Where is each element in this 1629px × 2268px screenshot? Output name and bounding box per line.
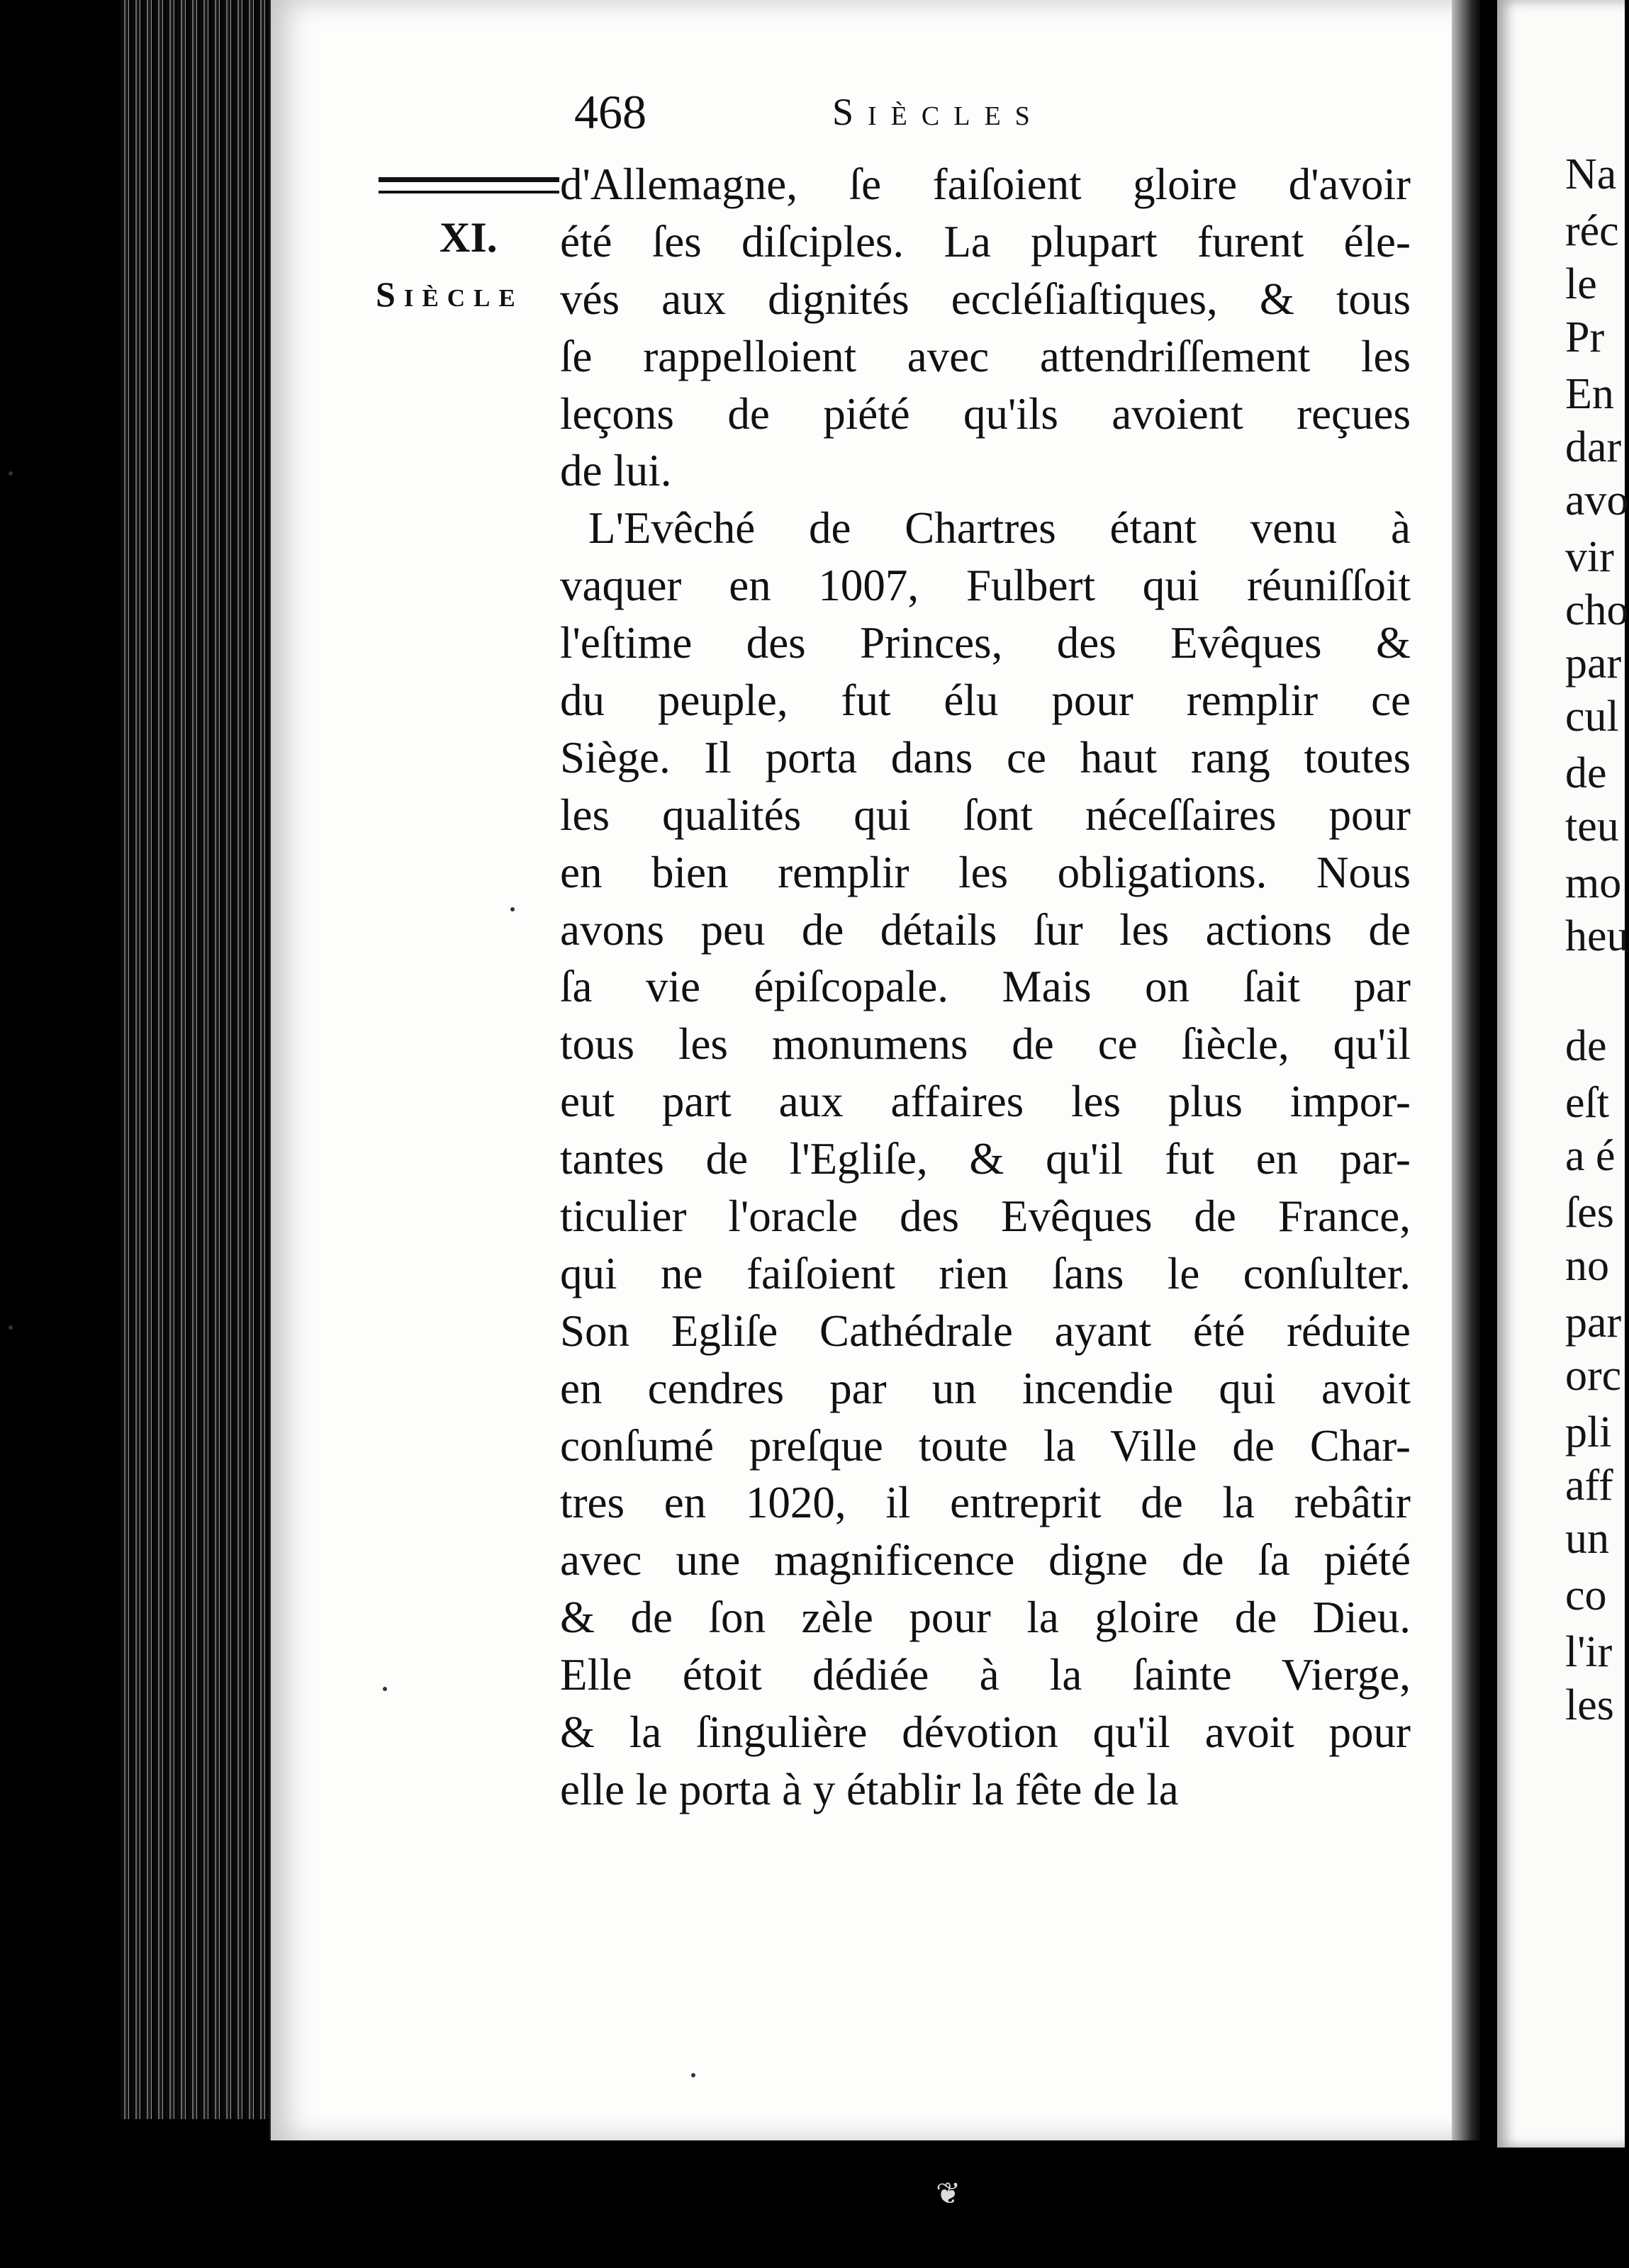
text-line: & de ſon zèle pour la gloire de Dieu. — [560, 1593, 1411, 1643]
margin-century-label: XI. — [440, 214, 498, 261]
scan-speck — [383, 1687, 387, 1691]
scan-speck — [9, 471, 13, 476]
text-line: d'Allemagne, ſe faiſoient gloire d'avoir — [560, 159, 1411, 209]
page-number: 468 — [574, 85, 646, 139]
adjacent-page-line: heu — [1565, 912, 1629, 960]
adjacent-page-line: teu — [1565, 802, 1619, 850]
adjacent-page-line: vir — [1565, 533, 1614, 581]
adjacent-page-line: a é — [1565, 1132, 1616, 1180]
text-line: en bien remplir les obligations. Nous — [560, 847, 1411, 897]
text-line: avons peu de détails ſur les actions de — [560, 904, 1411, 955]
text-line: leçons de piété qu'ils avoient reçues — [560, 388, 1411, 439]
text-line: en cendres par un incendie qui avoit — [560, 1363, 1411, 1413]
running-title: Siècles — [832, 91, 1044, 133]
adjacent-page-line: avo — [1565, 476, 1629, 524]
text-line: Son Egliſe Cathédrale ayant été réduite — [560, 1306, 1411, 1356]
text-line: L'Evêché de Chartres étant venu à — [588, 503, 1411, 554]
adjacent-page-line: orc — [1565, 1352, 1622, 1400]
adjacent-page-fragment — [1497, 0, 1629, 2148]
adjacent-page-line: l'ir — [1565, 1628, 1613, 1676]
adjacent-page-line: par — [1565, 639, 1622, 687]
adjacent-page-line: Na — [1565, 150, 1617, 198]
adjacent-page-line: dar — [1565, 423, 1622, 471]
text-line: ſa vie épiſcopale. Mais on ſait par — [560, 962, 1411, 1012]
scan-speck — [510, 907, 515, 911]
text-line: du peuple, fut élu pour remplir ce — [560, 675, 1411, 726]
text-line: de lui. — [560, 446, 672, 496]
adjacent-page-line: aff — [1565, 1461, 1613, 1510]
adjacent-page-line: eſt — [1565, 1079, 1609, 1127]
adjacent-page-line: mo — [1565, 859, 1622, 907]
adjacent-page-line: de — [1565, 749, 1607, 797]
adjacent-page-line: ſes — [1565, 1189, 1614, 1237]
adjacent-page-line: cho — [1565, 586, 1629, 634]
scan-speck — [9, 1325, 13, 1330]
text-line: ſe rappelloient avec attendriſſement les — [560, 331, 1411, 381]
margin-rule — [379, 177, 559, 193]
text-line: & la ſingulière dévotion qu'il avoit pour — [560, 1707, 1411, 1758]
adjacent-page-line: cul — [1565, 692, 1619, 741]
text-line: ticulier l'oracle des Evêques de France, — [560, 1191, 1411, 1242]
body-text — [560, 156, 1411, 1819]
text-line: tres en 1020, il entreprit de la rebâtir — [560, 1478, 1411, 1528]
text-line: eut part aux affaires les plus impor- — [560, 1077, 1411, 1127]
adjacent-page-line: le — [1565, 260, 1597, 308]
adjacent-page-line: no — [1565, 1242, 1609, 1290]
scan-artifact-mark: ❦ — [936, 2178, 961, 2211]
adjacent-page-line: pli — [1565, 1408, 1612, 1456]
text-line: tous les monumens de ce ſiècle, qu'il — [560, 1019, 1411, 1070]
margin-siecle-label: Siècle — [376, 274, 524, 314]
text-line: qui ne faiſoient rien ſans le conſulter. — [560, 1248, 1411, 1298]
text-line: vaquer en 1007, Fulbert qui réuniſſoit — [560, 561, 1411, 611]
scan-speck — [691, 2073, 695, 2077]
adjacent-page-line: un — [1565, 1515, 1609, 1563]
adjacent-page-line: co — [1565, 1571, 1607, 1619]
text-line: les qualités qui ſont néceſſaires pour — [560, 790, 1411, 840]
adjacent-page-line: les — [1565, 1681, 1614, 1729]
text-line: vés aux dignités eccléſiaſtiques, & tous — [560, 274, 1411, 324]
text-line: elle le porta à y établir la fête de la — [560, 1764, 1179, 1814]
text-line: avec une magnificence digne de ſa piété — [560, 1535, 1411, 1585]
adjacent-page-line: En — [1565, 370, 1614, 418]
text-line: Elle étoit dédiée à la ſainte Vierge, — [560, 1650, 1411, 1700]
text-line: tantes de l'Egliſe, & qu'il fut en par- — [560, 1134, 1411, 1184]
adjacent-page-line: Pr — [1565, 313, 1605, 361]
text-line: Siège. Il porta dans ce haut rang toutes — [560, 732, 1411, 782]
text-line: l'eſtime des Princes, des Evêques & — [560, 618, 1411, 668]
adjacent-page-line: par — [1565, 1298, 1622, 1347]
running-head — [574, 84, 1460, 140]
adjacent-page-line: de — [1565, 1022, 1607, 1070]
gutter-shadow — [1452, 0, 1480, 2140]
text-line: été ſes diſciples. La plupart furent éle- — [560, 216, 1411, 266]
text-line: conſumé preſque toute la Ville de Char- — [560, 1420, 1411, 1471]
adjacent-page-line: réc — [1565, 207, 1619, 255]
